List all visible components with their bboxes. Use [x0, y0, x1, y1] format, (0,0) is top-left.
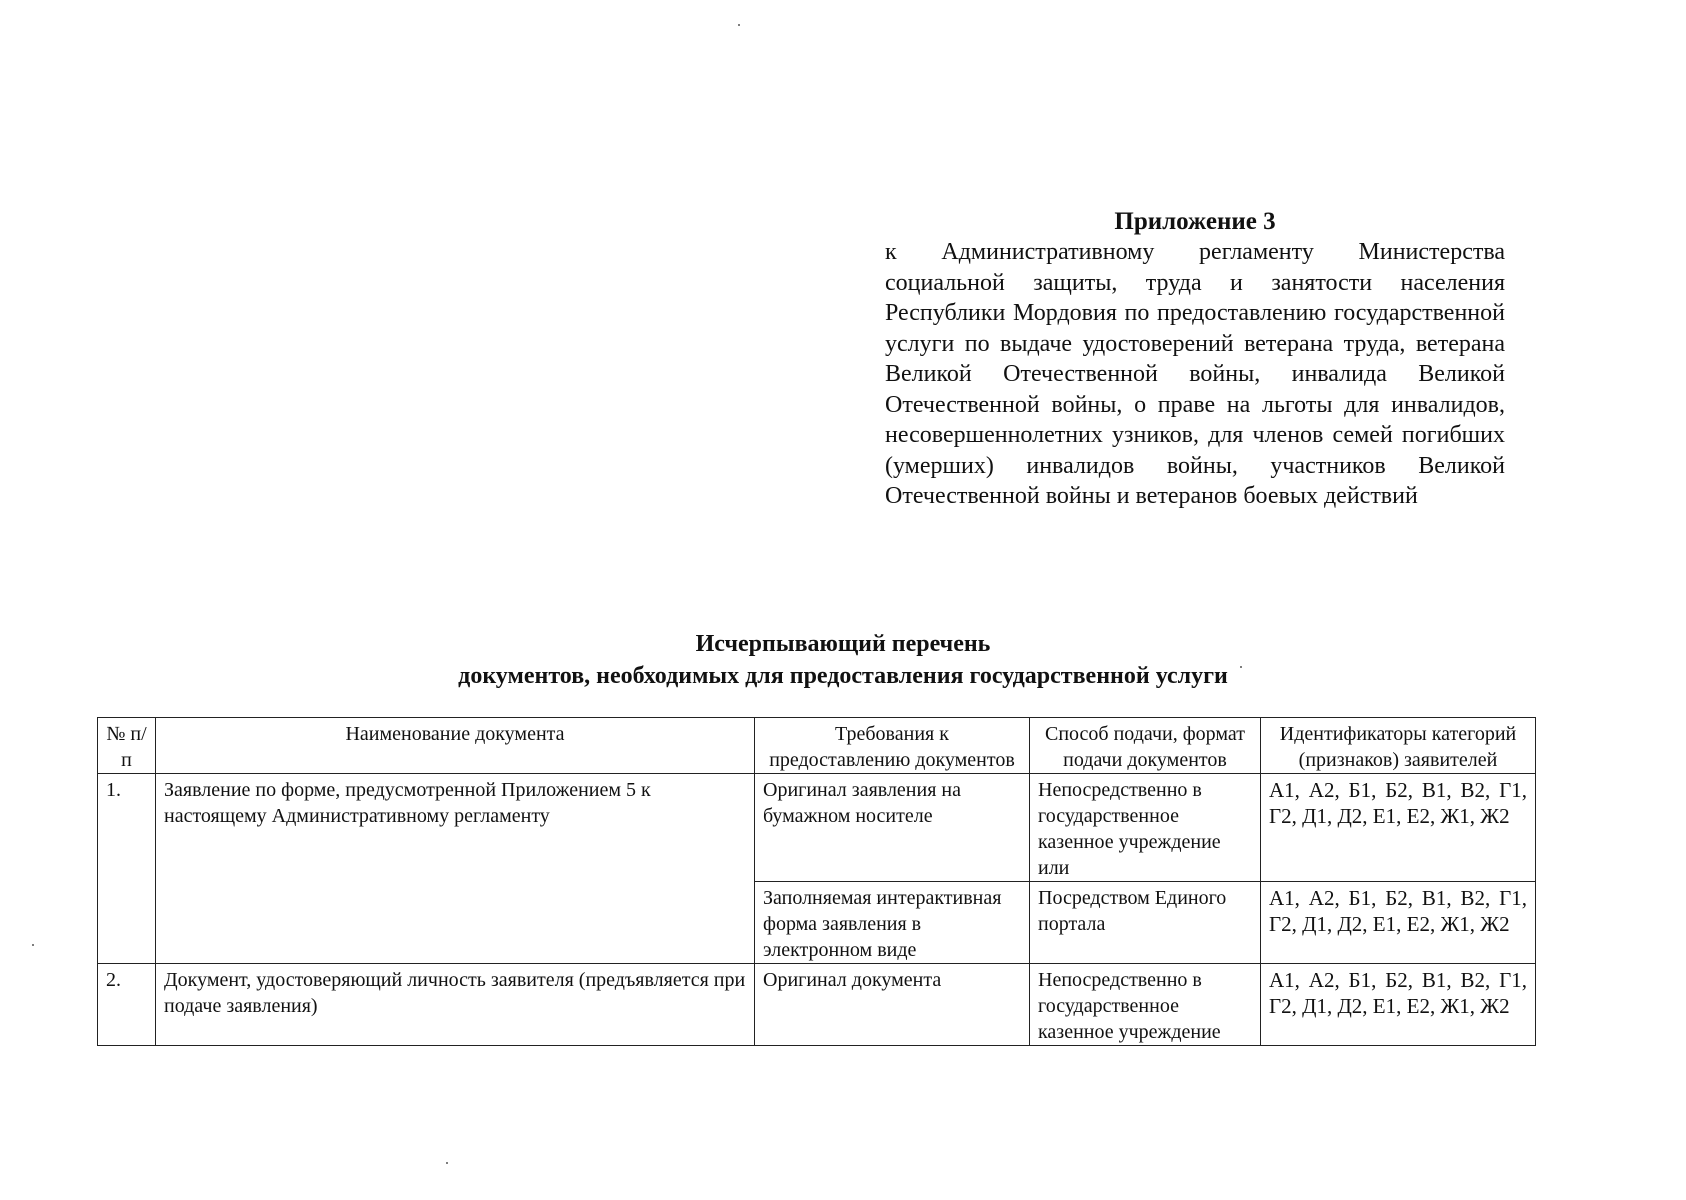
scan-speck — [738, 24, 740, 26]
scan-speck — [446, 1162, 448, 1164]
header-requirements: Требования к предоставлению документов — [755, 718, 1030, 774]
row-ids: А1, А2, Б1, Б2, В1, В2, Г1, Г2, Д1, Д2, Е1, Е2, Ж1, Ж2 — [1261, 882, 1536, 964]
table-header-row — [98, 718, 1536, 774]
heading-line-1: Исчерпывающий перечень — [695, 631, 991, 657]
appendix-title: Приложение 3 — [1114, 208, 1276, 235]
header-method: Способ подачи, формат подачи документов — [1030, 718, 1261, 774]
header-ids: Идентификаторы категорий (признаков) заявителей — [1261, 718, 1536, 774]
appendix-text: к Административному регламенту Министерства социальной защиты, труда и занятости населения Республики Мордовия по предоставлению государственной услуги по выдаче удостоверений ветерана труда, ветерана Великой Отечественной войны, инвалида Великой Отечественной войны, о праве на льготы для инвалидов, несовершеннолетних узников, для членов семей погибших (умерших) инвалидов войны, участников Великой Отечественной войны и ветеранов боевых действий — [885, 239, 1505, 509]
heading-line-2: документов, необходимых для предоставления государственной услуги — [458, 663, 1228, 689]
table-row — [98, 774, 1536, 882]
scan-speck — [32, 944, 34, 946]
scan-speck — [1240, 666, 1242, 668]
documents-table — [97, 717, 1536, 1046]
table-row — [98, 964, 1536, 1046]
row-requirements: Заполняемая интерактивная форма заявления в электронном виде — [755, 882, 1030, 964]
appendix-block — [885, 206, 1505, 512]
row-num: 2. — [98, 964, 156, 1046]
header-name: Наименование документа — [156, 718, 755, 774]
row-method: Непосредственно в государственное казенное учреждение или — [1030, 774, 1261, 882]
header-num: № п/п — [98, 718, 156, 774]
row-document-name: Документ, удостоверяющий личность заявителя (предъявляется при подаче заявления) — [156, 964, 755, 1046]
row-method: Непосредственно в государственное казенное учреждение — [1030, 964, 1261, 1046]
row-requirements: Оригинал заявления на бумажном носителе — [755, 774, 1030, 882]
row-ids: А1, А2, Б1, Б2, В1, В2, Г1, Г2, Д1, Д2, Е1, Е2, Ж1, Ж2 — [1261, 774, 1536, 882]
row-method: Посредством Единого портала — [1030, 882, 1261, 964]
row-requirements: Оригинал документа — [755, 964, 1030, 1046]
row-ids: А1, А2, Б1, Б2, В1, В2, Г1, Г2, Д1, Д2, Е1, Е2, Ж1, Ж2 — [1261, 964, 1536, 1046]
document-heading — [0, 628, 1686, 692]
row-num: 1. — [98, 774, 156, 964]
row-document-name: Заявление по форме, предусмотренной Приложением 5 к настоящему Административному регламенту — [156, 774, 755, 964]
